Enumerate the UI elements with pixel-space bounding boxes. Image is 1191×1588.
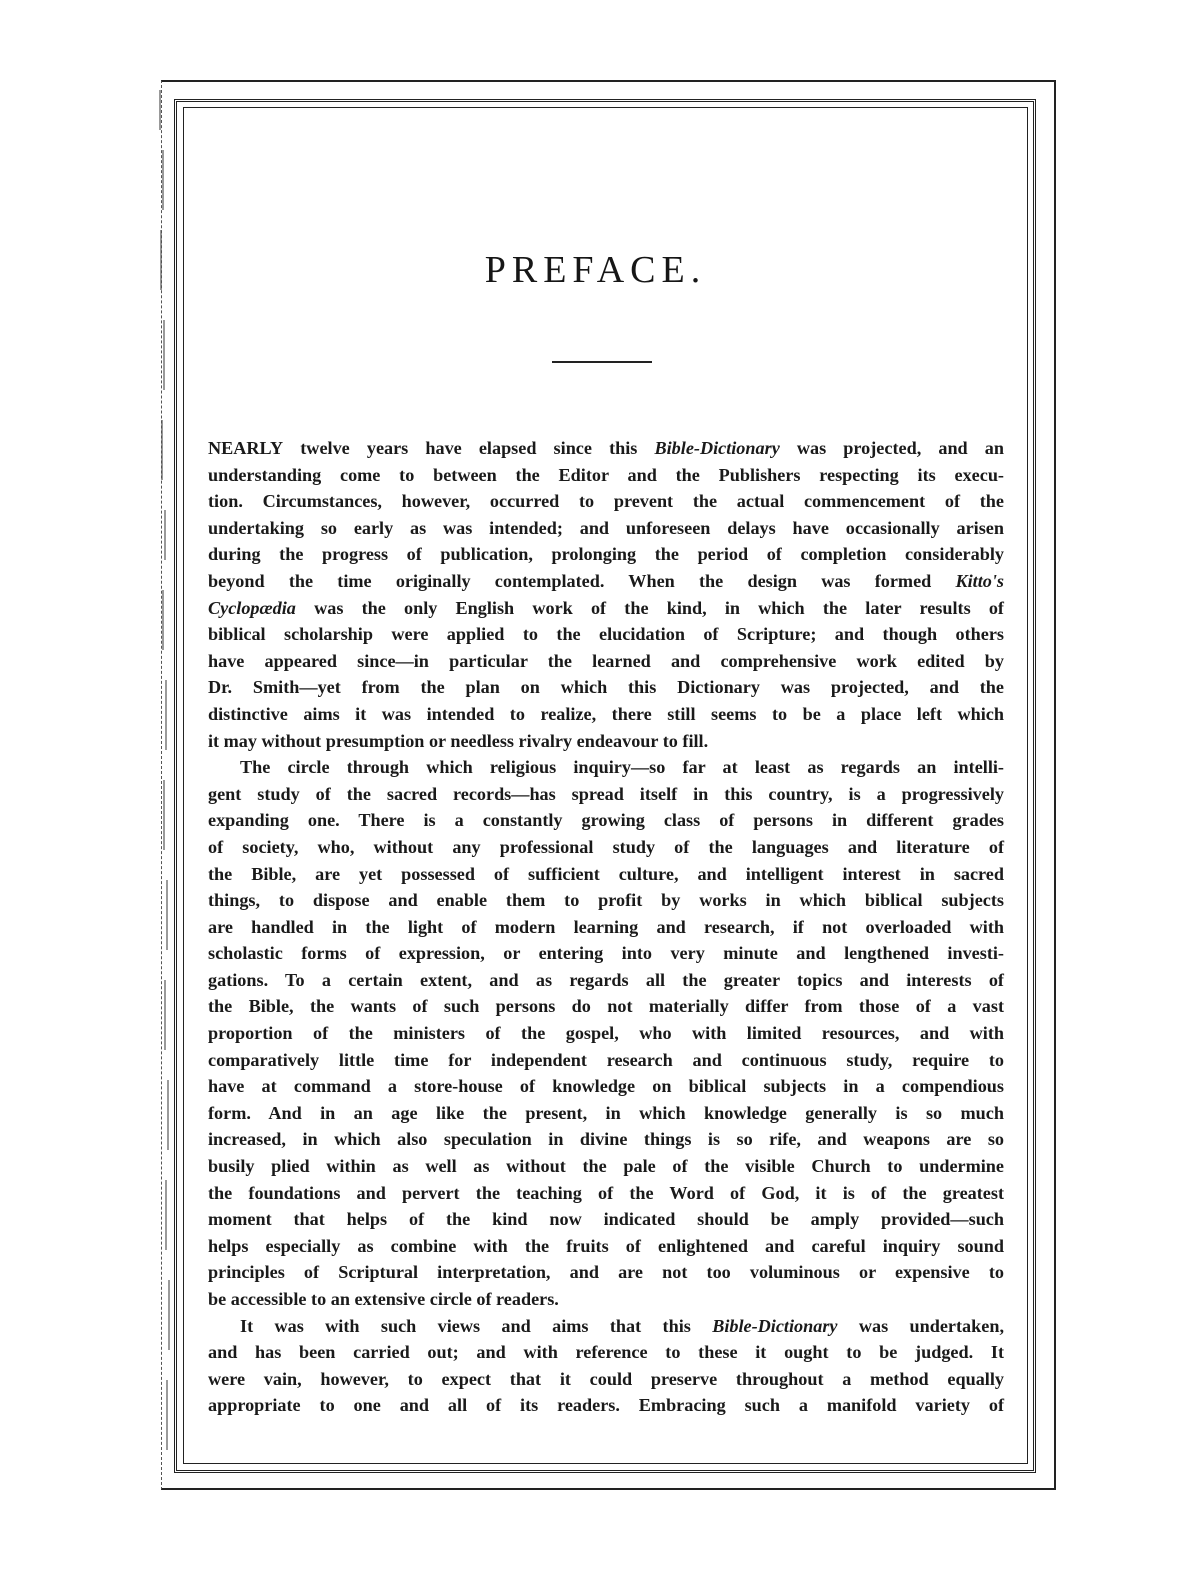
- text-line: understanding come to between the Editor and the Publishers respecting its execu-: [208, 464, 1004, 485]
- text-line: expanding one. There is a constantly growing class of persons in different grades: [208, 810, 1004, 831]
- text-line: were vain, however, to expect that it could preserve throughout a method equally: [208, 1368, 1004, 1389]
- text-line: comparatively little time for independent research and continuous study, require to: [208, 1049, 1004, 1070]
- text-line: The circle through which religious inquiry—so far at least as regards an intelli-: [240, 757, 1004, 778]
- text-line: gent study of the sacred records—has spread itself in this country, is a progressively: [208, 783, 1004, 804]
- text-line: Cyclopædia was the only English work of the kind, in which the later results of: [208, 597, 1004, 618]
- page-title: PREFACE.: [484, 249, 707, 291]
- text-line: beyond the time originally contemplated. When the design was formed Kitto's: [208, 570, 1004, 591]
- text-line: distinctive aims it was intended to realize, there still seems to be a place left which: [208, 703, 1004, 724]
- text-line: scholastic forms of expression, or entering into very minute and lengthened investi-: [208, 943, 1004, 964]
- paragraph: [208, 1313, 1004, 1419]
- text-line: the Bible, the wants of such persons do not materially differ from those of a vast: [208, 996, 1004, 1017]
- text-line: biblical scholarship were applied to the elucidation of Scripture; and though others: [208, 624, 1004, 645]
- text-line: Dr. Smith—yet from the plan on which this Dictionary was projected, and the: [208, 677, 1004, 698]
- left-margin-scan-marks: [158, 90, 188, 1470]
- preface-body: [208, 435, 1004, 1419]
- text-line: the foundations and pervert the teaching of the Word of God, it is of the greatest: [208, 1182, 1004, 1203]
- text-line: of society, who, without any professional study of the languages and literature of: [208, 836, 1004, 857]
- text-line: be accessible to an extensive circle of readers.: [208, 1289, 559, 1309]
- text-line: have appeared since—in particular the learned and comprehensive work edited by: [208, 650, 1004, 671]
- text-line: helps especially as combine with the fruits of enlightened and careful inquiry sound: [208, 1235, 1004, 1256]
- text-line: undertaking so early as was intended; and unforeseen delays have occasionally arisen: [208, 517, 1004, 538]
- text-line: increased, in which also speculation in divine things is so rife, and weapons are so: [208, 1129, 1004, 1150]
- paragraph: [208, 754, 1004, 1312]
- text-line: form. And in an age like the present, in which knowledge generally is so much: [208, 1102, 1004, 1123]
- text-line: proportion of the ministers of the gospel, who with limited resources, and with: [208, 1023, 1004, 1044]
- text-line: have at command a store-house of knowledge on biblical subjects in a compendious: [208, 1076, 1004, 1097]
- text-line: are handled in the light of modern learning and research, if not overloaded with: [208, 916, 1004, 937]
- text-line: It was with such views and aims that this Bible-Dictionary was undertaken,: [240, 1315, 1005, 1336]
- text-line: during the progress of publication, prolonging the period of completion considerably: [208, 544, 1004, 565]
- text-line: gations. To a certain extent, and as regards all the greater topics and interests of: [208, 969, 1004, 990]
- text-line: and has been carried out; and with reference to these it ought to be judged. It: [208, 1342, 1004, 1363]
- text-line: moment that helps of the kind now indicated should be amply provided—such: [208, 1209, 1004, 1230]
- paragraph: [208, 435, 1004, 754]
- text-line: NEARLY twelve years have elapsed since this Bible-Dictionary was projected, and an: [208, 438, 1004, 458]
- text-line: the Bible, are yet possessed of sufficient culture, and intelligent interest in sacred: [208, 863, 1004, 884]
- title-rule: [552, 361, 652, 363]
- drop-word: NEARLY: [208, 438, 284, 458]
- text-line: appropriate to one and all of its readers. Embracing such a manifold variety of: [208, 1395, 1004, 1416]
- text-line: busily plied within as well as without the pale of the visible Church to undermine: [208, 1156, 1004, 1177]
- text-line: it may without presumption or needless rivalry endeavour to fill.: [208, 730, 709, 751]
- text-line: principles of Scriptural interpretation, and are not too voluminous or expensive to: [208, 1262, 1004, 1283]
- text-line: tion. Circumstances, however, occurred to prevent the actual commencement of the: [208, 491, 1004, 512]
- text-line: things, to dispose and enable them to profit by works in which biblical subjects: [208, 890, 1004, 911]
